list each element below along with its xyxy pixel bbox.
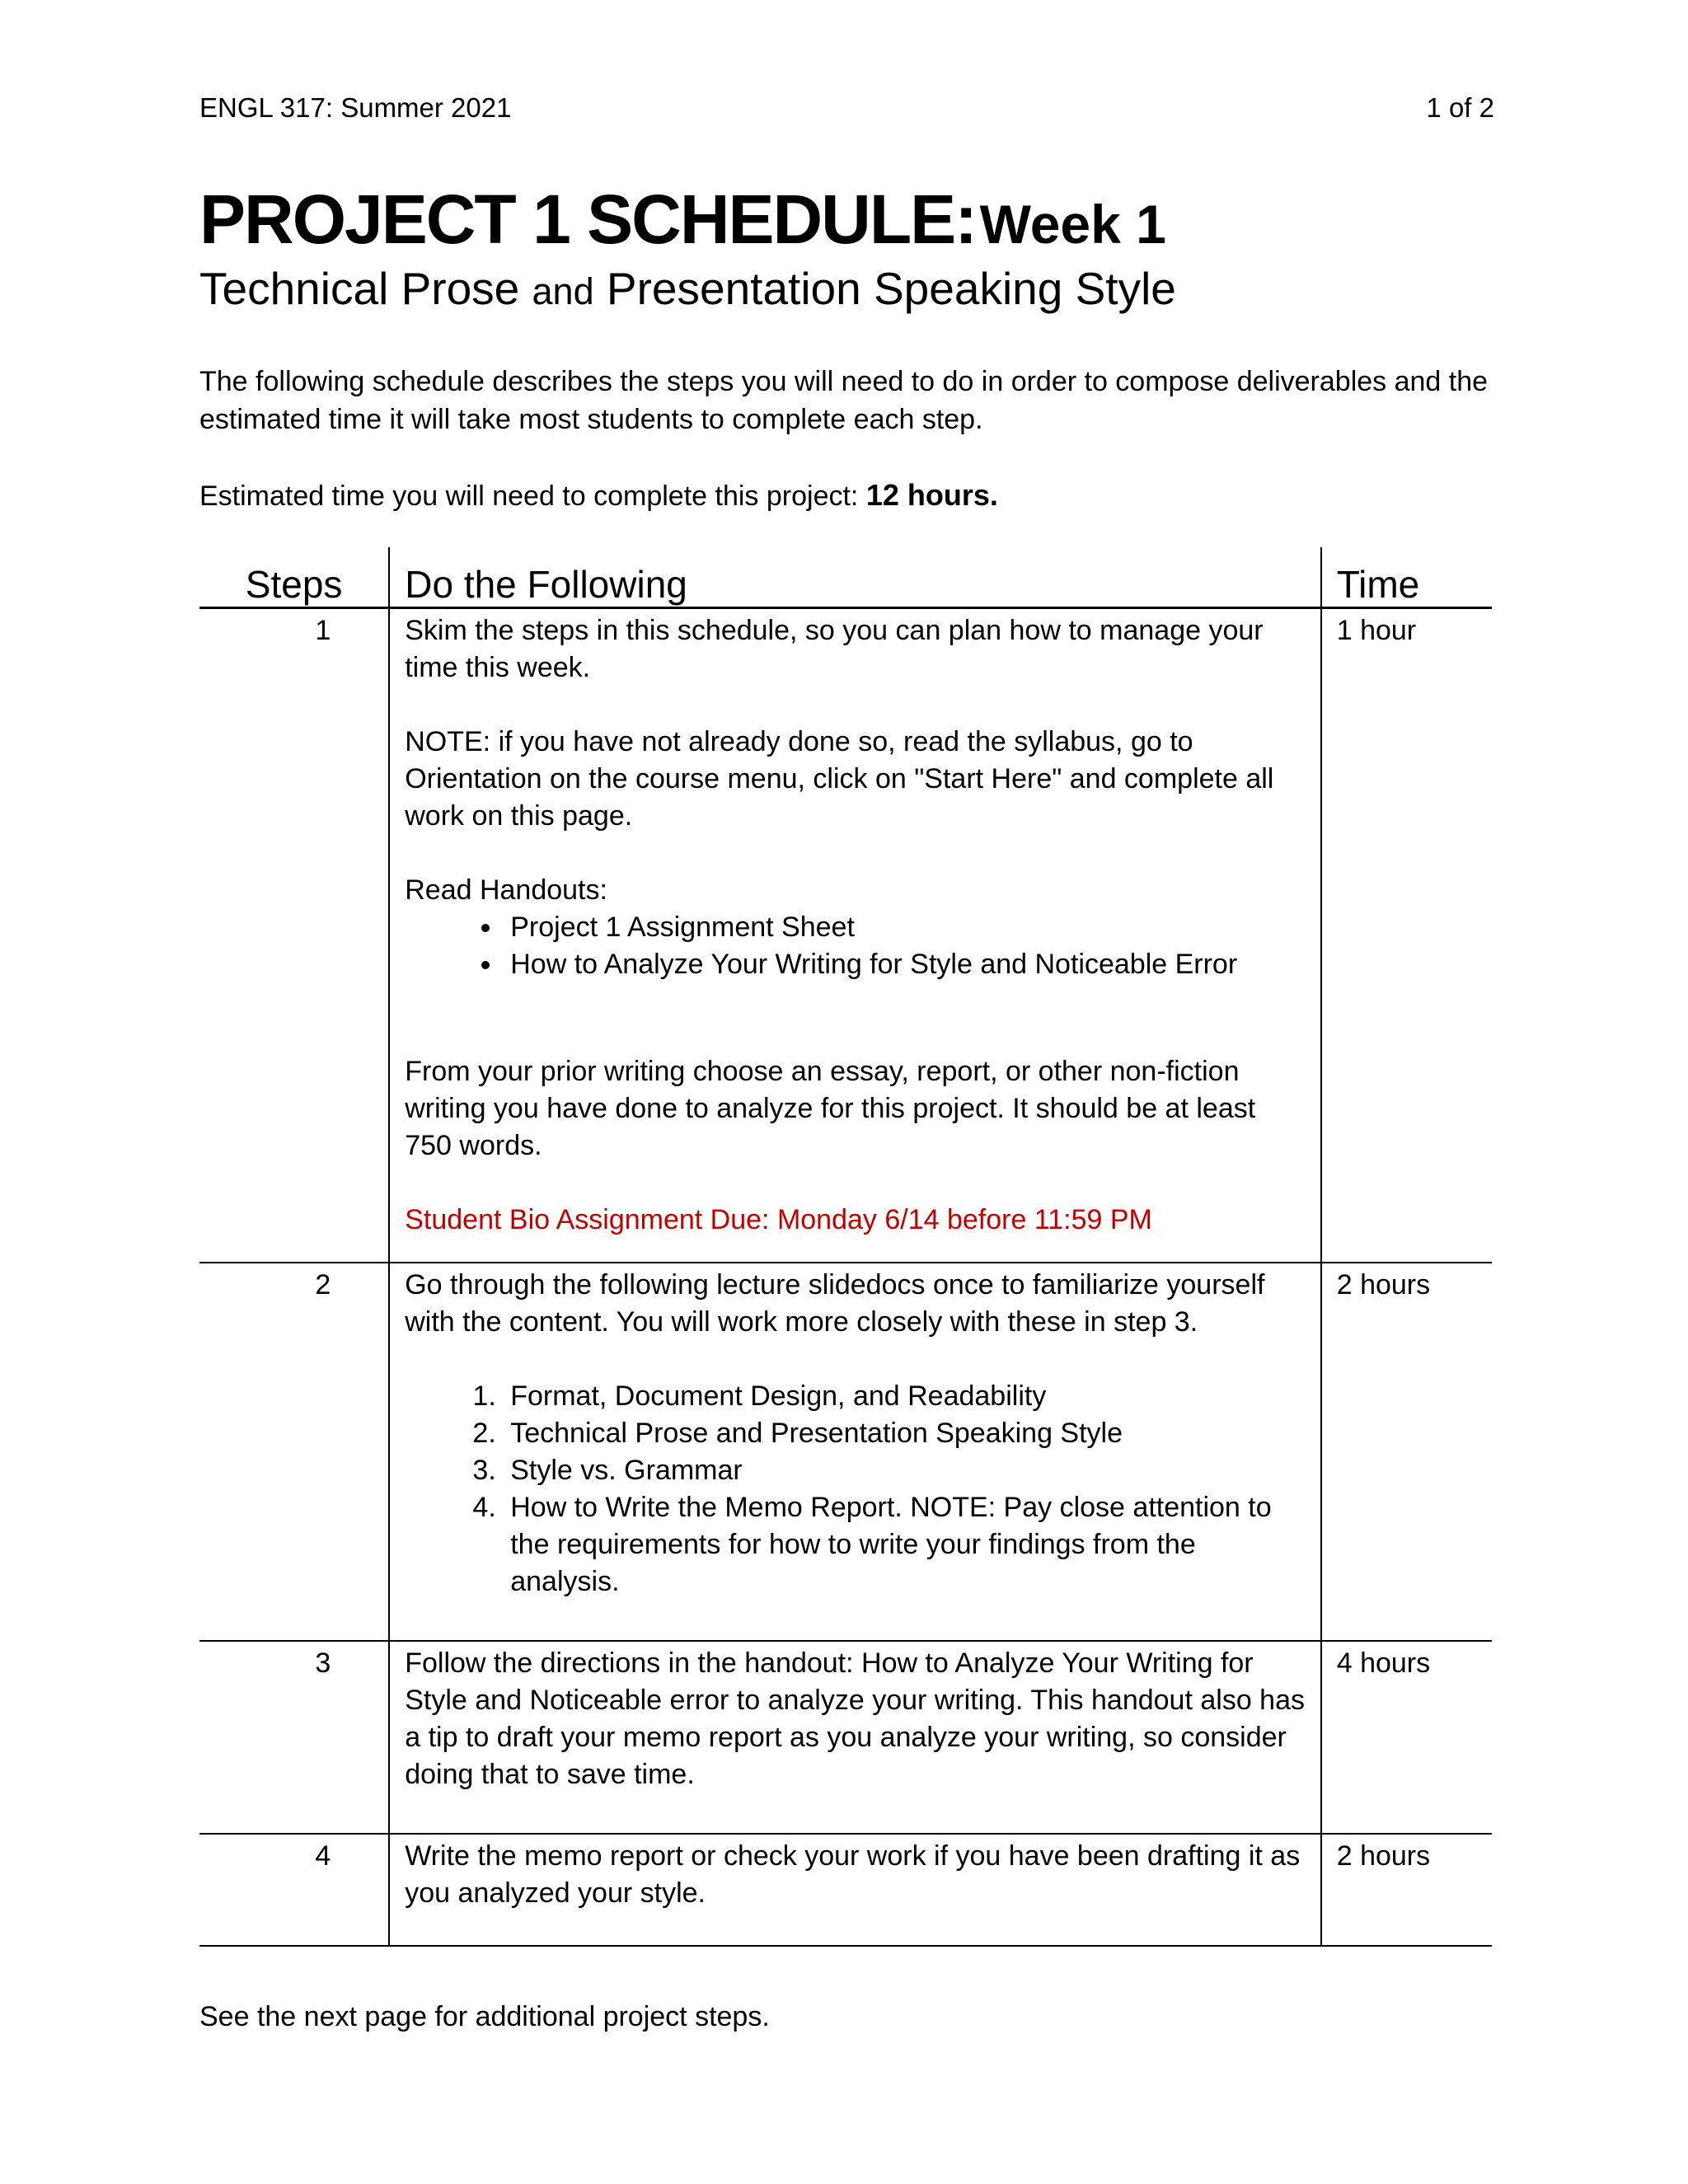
title-week: Week 1	[979, 194, 1166, 255]
table-row	[199, 1834, 1492, 1946]
step-instructions	[389, 1834, 1320, 1946]
list-item: 2. Technical Prose and Presentation Speaking Style	[504, 1415, 1305, 1452]
step-text: Follow the directions in the handout: How to Analyze Your Writing for Style and Noticeable error to analyze your writing. This handout also has a tip to draft your memo report as you analyze your writing, so consider doing that to save time.	[405, 1647, 1305, 1790]
table-row	[199, 1263, 1492, 1641]
header-time: Time	[1321, 547, 1492, 608]
time-estimate-label: Estimated time you will need to complete this project:	[199, 480, 859, 512]
intro-paragraph: The following schedule describes the steps you will need to do in order to compose deliverables and the estimated time it will take most students to complete each step.	[199, 366, 1489, 435]
step-time: 2 hours	[1321, 1834, 1492, 1946]
list-item: 1. Format, Document Design, and Readability	[504, 1378, 1305, 1415]
table-row	[199, 608, 1492, 1263]
subtitle-part-b: Presentation Speaking Style	[606, 263, 1176, 314]
step-time: 4 hours	[1321, 1641, 1492, 1834]
page-number: 1 of 2	[1426, 92, 1494, 123]
step-number: 4	[199, 1834, 389, 1946]
step-text: Write the memo report or check your work if you have been drafting it as you analyzed your style.	[405, 1840, 1301, 1909]
list-item: 3. Style vs. Grammar	[504, 1452, 1305, 1489]
time-estimate	[199, 476, 1502, 515]
step-note: NOTE: if you have not already done so, read the syllabus, go to Orientation on the course menu, click on "Start Here" and complete all work on this page.	[405, 726, 1274, 832]
schedule-table	[199, 547, 1492, 1947]
step-number: 1	[315, 615, 331, 646]
page-subtitle	[199, 262, 1176, 315]
step-time: 2 hours	[1321, 1263, 1492, 1641]
list-item: 4. How to Write the Memo Report. NOTE: Pay close attention to the requirements for how to write your findings from the analysis.	[504, 1489, 1305, 1601]
table-header-row	[199, 547, 1492, 608]
header-do-following: Do the Following	[389, 547, 1320, 608]
step-instructions	[389, 1641, 1320, 1834]
step-number: 3	[199, 1641, 389, 1834]
step-text: Read Handouts:	[405, 874, 607, 906]
list-item: • How to Analyze Your Writing for Style and Noticeable Error	[504, 946, 1305, 983]
page-title	[199, 180, 1166, 260]
step-instructions	[389, 608, 1320, 1263]
subtitle-and: and	[532, 270, 594, 312]
list-item: • Project 1 Assignment Sheet	[504, 909, 1305, 946]
step-number: 2	[199, 1263, 389, 1641]
step-text: Skim the steps in this schedule, so you can plan how to manage your time this week.	[405, 615, 1264, 683]
step-time: 1 hour	[1336, 615, 1417, 646]
step-text: From your prior writing choose an essay, report, or other non-fiction writing you have done to analyze for this project. It should be at least 750 words.	[405, 1056, 1256, 1161]
handout-list	[405, 909, 1305, 983]
step-text: Go through the following lecture slidedocs once to familiarize yourself with the content. You will work more closely with these in step 3.	[405, 1269, 1265, 1338]
title-main: PROJECT 1 SCHEDULE:	[199, 180, 977, 258]
subtitle-part-a: Technical Prose	[199, 263, 520, 314]
header-steps: Steps	[199, 547, 389, 608]
course-header: ENGL 317: Summer 2021	[199, 92, 512, 123]
due-date-notice: Student Bio Assignment Due: Monday 6/14 before 11:59 PM	[405, 1204, 1152, 1235]
footer-note: See the next page for additional project steps.	[199, 2001, 770, 2032]
step-instructions	[389, 1263, 1320, 1641]
table-row	[199, 1641, 1492, 1834]
time-estimate-value: 12 hours.	[865, 478, 998, 512]
slidedoc-list	[405, 1378, 1305, 1601]
